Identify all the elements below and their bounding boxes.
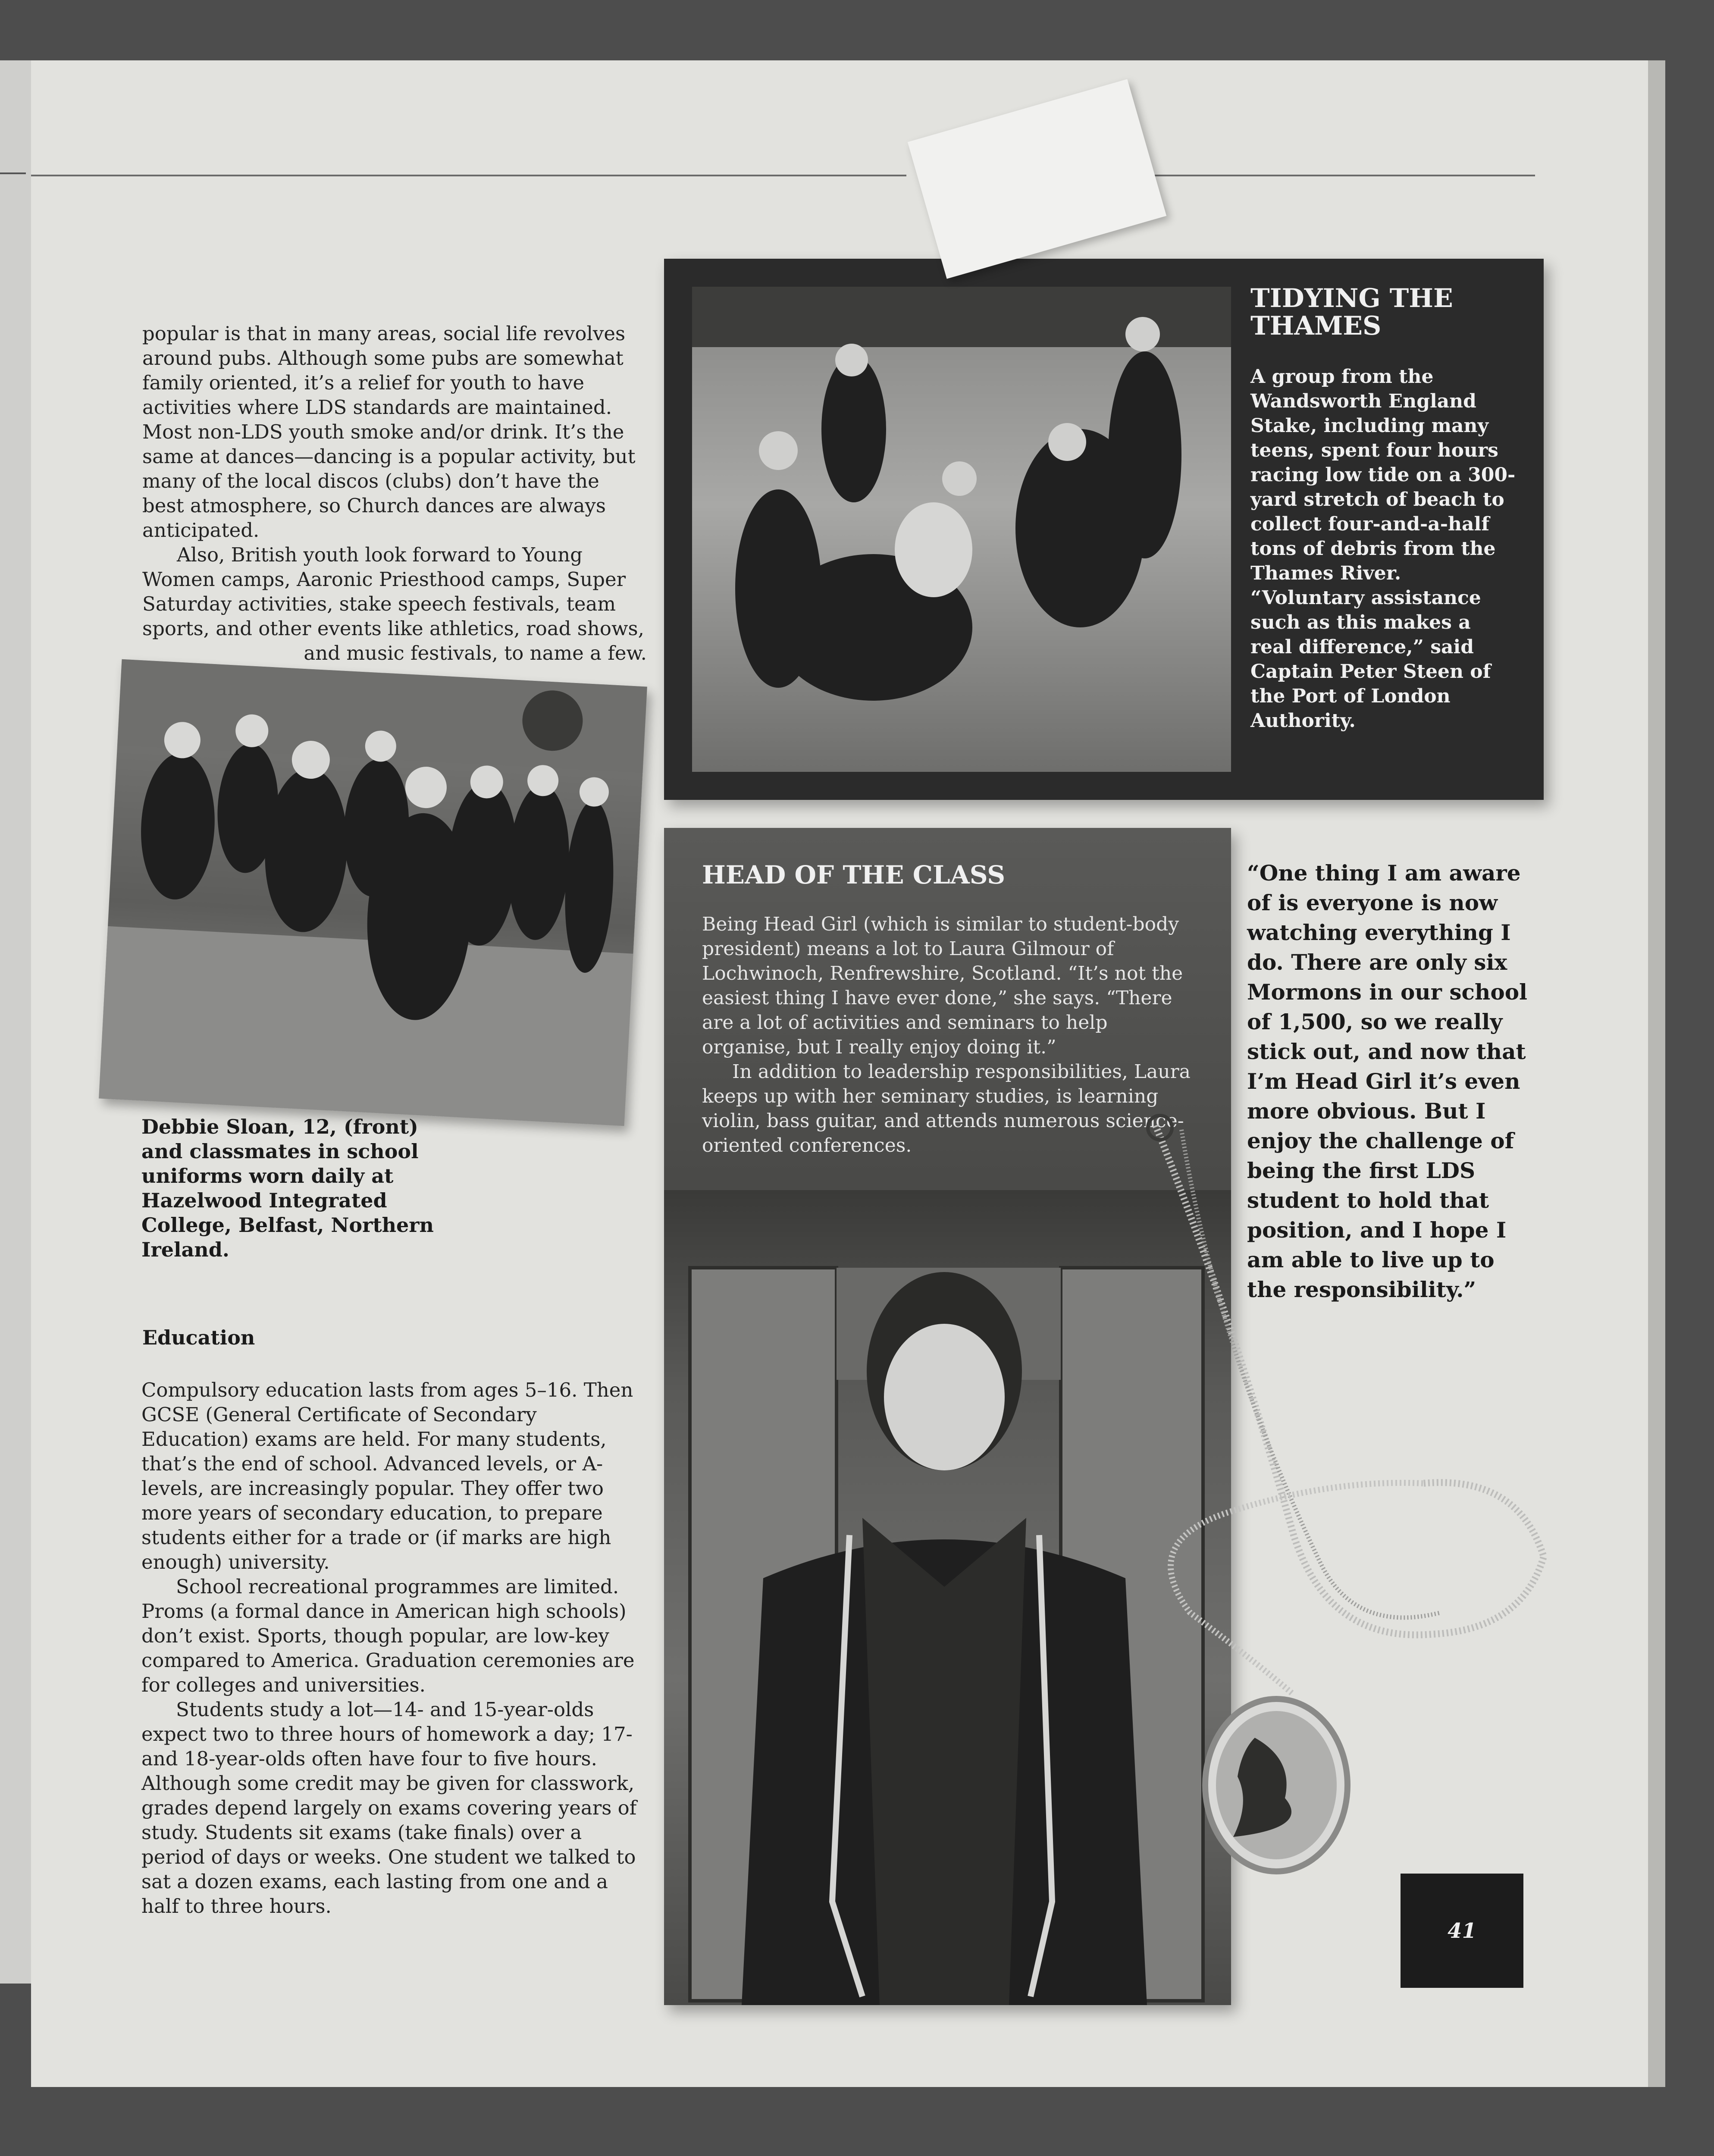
intro-last-line: and music festivals, to name a few. <box>304 642 647 664</box>
education-paragraph-1: Compulsory education lasts from ages 5–16. Then GCSE (General Certificate of Secondary Education) exams are held. For many students, that’s the end of school. Advanced levels, or A-levels, are increasingly popular. They offer two more years of secondary education, to prepare students either for a trade or (if marks are high enough) university. <box>141 1379 633 1573</box>
header-rule-right <box>1151 175 1535 176</box>
education-heading: Education <box>142 1326 255 1349</box>
students-photo-caption: Debbie Sloan, 12, (front) and classmates in school uniforms worn daily at Hazelwood Integrated College, Belfast, Northern Ireland. <box>141 1115 434 1261</box>
head-of-class-paragraph-1: Being Head Girl (which is similar to student-body president) means a lot to Laura Gilmour of Lochwinoch, Renfrewshire, Scotland. “It’s not the easiest thing I have ever done,” she says. “There are a lot of activities and seminars to help organise, but I really enjoy doing it.” <box>702 913 1183 1058</box>
head-of-class-title: HEAD OF THE CLASS <box>702 860 1006 890</box>
facing-page-rule <box>0 172 26 174</box>
page-edge-shadow <box>1648 60 1665 2087</box>
intro-text <box>142 321 647 665</box>
thames-text: A group from the Wandsworth England Stake, including many teens, spent four hours racing low tide on a 300-yard stretch of beach to collect four-and-a-half tons of debris from the Thames River. “Voluntary assistance such as this makes a real difference,” said Captain Peter Steen of the Port of London Authority. <box>1250 366 1516 732</box>
thames-photo <box>692 287 1231 772</box>
students-photo <box>99 659 647 1126</box>
facing-page-edge <box>0 60 31 1984</box>
intro-paragraph-2: Also, British youth look forward to Young Women camps, Aaronic Priesthood camps, Super Saturday activities, stake speech festivals, team sports, and other events like athletics, road shows, <box>142 543 644 640</box>
head-girl-quote: “One thing I am aware of is everyone is now watching everything I do. There are only six Mormons in our school of 1,500, so we really stick out, and now that I’m Head Girl it’s even more obvious. But I enjoy the challenge of being the first LDS student to hold that position, and I hope I am able to live up to the responsibility.” <box>1247 860 1528 1302</box>
intro-paragraph-1: popular is that in many areas, social life revolves around pubs. Although some pubs are somewhat family oriented, it’s a relief for youth to have activities where LDS standards are maintained. Most non-LDS youth smoke and/or drink. It’s the same at dances—dancing is a popular activity, but many of the local discos (clubs) don’t have the best atmosphere, so Church dances are always anticipated. <box>142 322 636 542</box>
page-number: 41 <box>1401 1874 1523 1988</box>
education-text <box>141 1378 637 1918</box>
education-paragraph-3: Students study a lot—14- and 15-year-olds expect two to three hours of homework a day; 17- and 18-year-olds often have four to five hours. Although some credit may be given for classwork, grades depend largely on exams covering years of study. Students sit exams (take finals) over a period of days or weeks. One student we talked to sat a dozen exams, each lasting from one and a half to three hours. <box>141 1698 637 1918</box>
thames-title: TIDYING THE THAMES <box>1250 283 1453 341</box>
head-of-class-paragraph-2: In addition to leadership responsibilities, Laura keeps up with her seminary studies, is learning violin, bass guitar, and attends numerous science-oriented conferences. <box>702 1061 1191 1156</box>
necklace-pendant-image <box>1052 1104 1561 1906</box>
education-paragraph-2: School recreational programmes are limited. Proms (a formal dance in American high schools) don’t exist. Sports, though popular, are low-key compared to America. Graduation ceremonies are for colleges and universities. <box>141 1575 635 1696</box>
header-rule-left <box>31 175 906 176</box>
